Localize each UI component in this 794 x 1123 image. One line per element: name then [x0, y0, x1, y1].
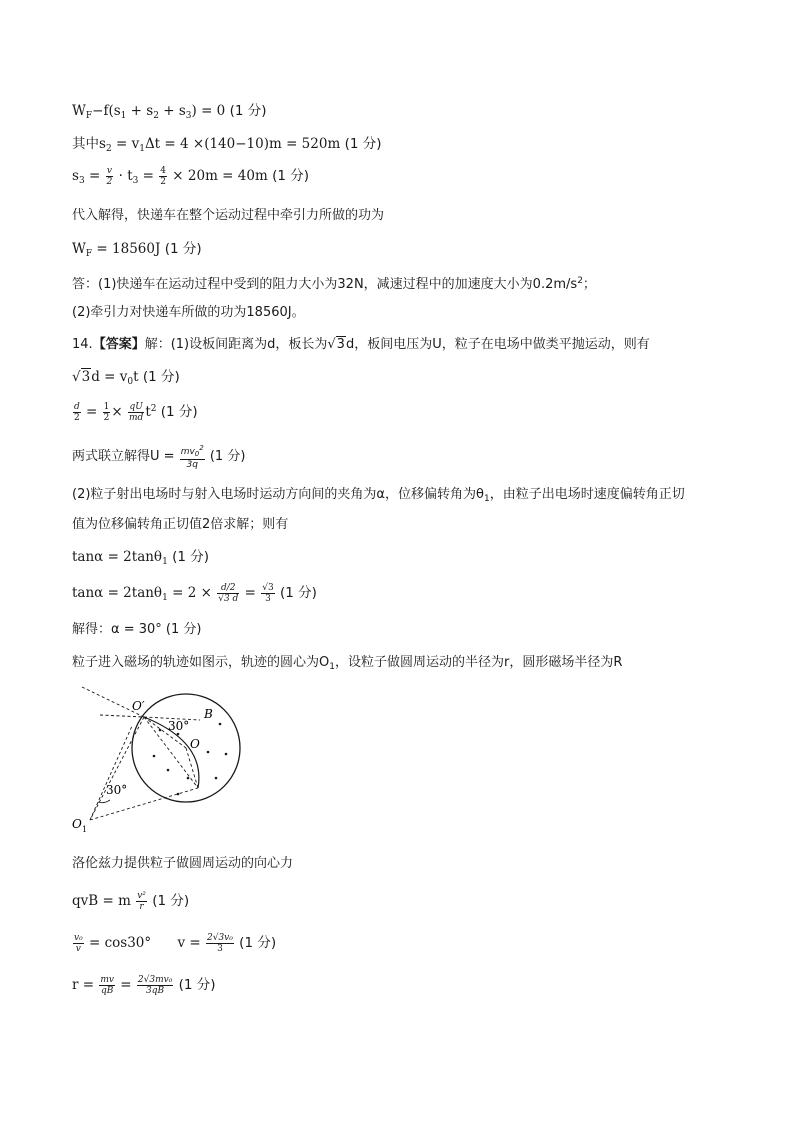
- score-label: (1 分): [178, 977, 216, 993]
- score-label: (1 分): [239, 935, 277, 951]
- question-14-header: 14.【答案】解：(1)设板间距离为d，板长为√3d，板间电压为U，粒子在电场中做类平抛运动，则有: [72, 337, 650, 352]
- fraction: $\frac{\text{2√3mv₀}}{3qB}$: [137, 975, 173, 996]
- score-label: (1 分): [165, 622, 202, 637]
- equation-tan2: tanα = 2tanθ$_1$ = 2 × $\frac{d/2}{√3 d}$ = $\frac{√3}{3}$ (1 分): [72, 583, 317, 604]
- fraction: $\frac{\text{v₀}}{v}$: [74, 933, 83, 954]
- equation-lorentz: qvB = m $\frac{\text{v²}}{r}$ (1 分): [72, 891, 190, 912]
- label-angle-top: 30°: [168, 719, 190, 733]
- score-label: (1 分): [344, 136, 382, 152]
- fraction: $\frac{mv}{qB}$: [100, 975, 114, 996]
- label-angle-bottom: 30°: [106, 783, 128, 797]
- text-substitute: 代入解得，快递车在整个运动过程中牵引力所做的功为: [72, 208, 385, 223]
- score-label: (1 分): [229, 103, 267, 119]
- score-label: (1 分): [152, 893, 190, 909]
- fraction: $\frac{v}{2}$: [106, 166, 113, 187]
- equation-s2: 其中$s_2 = v_1\Delta t = 4 \times(140-10)m = 520m$ (1 分): [72, 136, 382, 154]
- text-part2: (2)粒子射出电场时与射入电场时运动方向间的夹角为α，位移偏转角为$\theta_1$，由粒子出电场时速度偏转角正切: [72, 487, 685, 504]
- score-label: (1 分): [279, 585, 317, 601]
- field-dots: [153, 723, 228, 796]
- equation-velocity: $\frac{\text{v₀}}{v}$ = cos30° v = $\frac{\text{2√3v₀}}{3}$ (1 分): [74, 933, 277, 954]
- text-part2-cont: 值为位移偏转角正切值2倍求解；则有: [72, 517, 289, 532]
- fraction: $\frac{√3}{3}$: [262, 583, 274, 604]
- fraction: $\frac{d}{2}$: [74, 402, 80, 423]
- score-label: (1 分): [172, 549, 210, 565]
- equation-length: $√3d = v_0t$ (1 分): [72, 369, 180, 387]
- score-label: (1 分): [142, 369, 180, 385]
- equation-deflection: $\frac{d}{2}$ = $\frac{1}{2}$ × $\frac{qU}{md}$ $t^2$ (1 分): [74, 402, 198, 423]
- fraction: $\frac{\text{2√3v₀}}{3}$: [206, 933, 233, 954]
- equation-voltage: 两式联立解得U = $\frac{mv_0^2}{3q}$ (1 分): [72, 444, 246, 470]
- label-o1: O: [72, 817, 82, 831]
- text-trajectory: 粒子进入磁场的轨迹如图示，轨迹的圆心为$O_1$，设粒子做圆周运动的半径为r，圆形磁场半径为R: [72, 655, 623, 672]
- fraction: $\frac{d/2}{√3 d}$: [218, 583, 239, 604]
- fraction: $\frac{mv_0^2}{3q}$: [180, 444, 204, 470]
- result-alpha: 解得：α = 30° (1 分): [72, 622, 202, 637]
- equation-radius: r = $\frac{mv}{qB}$ = $\frac{\text{2√3mv₀}}{3qB}$ (1 分): [72, 975, 216, 996]
- magnetic-field-diagram: [70, 684, 260, 834]
- score-label: (1 分): [164, 241, 202, 257]
- fraction: $\frac{1}{2}$: [103, 402, 110, 423]
- label-o1-sub: 1: [82, 825, 88, 834]
- answer-1: 答：(1)快递车在运动过程中受到的阻力大小为32N，减速过程中的加速度大小为$0.2m/s^2$；: [72, 276, 596, 292]
- score-label: (1 分): [272, 168, 309, 184]
- score-label: (1 分): [160, 404, 198, 420]
- label-o: O: [190, 737, 200, 751]
- fraction: $\frac{qU}{md}$: [129, 402, 144, 423]
- equation-tan1: tanα = 2tanθ$_1$ (1 分): [72, 549, 210, 567]
- text-lorentz: 洛伦兹力提供粒子做圆周运动的向心力: [72, 856, 294, 871]
- label-o-prime: O′: [132, 699, 145, 713]
- score-label: (1 分): [209, 449, 246, 464]
- equation-work: $W_F-f(s_1 + s_2 + s_3) = 0$ (1 分): [72, 103, 267, 121]
- fraction: $\frac{4}{2}$: [160, 166, 166, 187]
- equation-wf: $W_F = 18560J$ (1 分): [72, 241, 202, 259]
- fraction: $\frac{\text{v²}}{r}$: [137, 891, 146, 912]
- answer-2: (2)牵引力对快递车所做的功为18560J。: [72, 305, 305, 320]
- label-b: B: [204, 707, 213, 721]
- equation-s3: $s_3$ = $\frac{v}{2}$ · $t_3$ = $\frac{4}{2}$ × 20m = 40m (1 分): [72, 166, 309, 187]
